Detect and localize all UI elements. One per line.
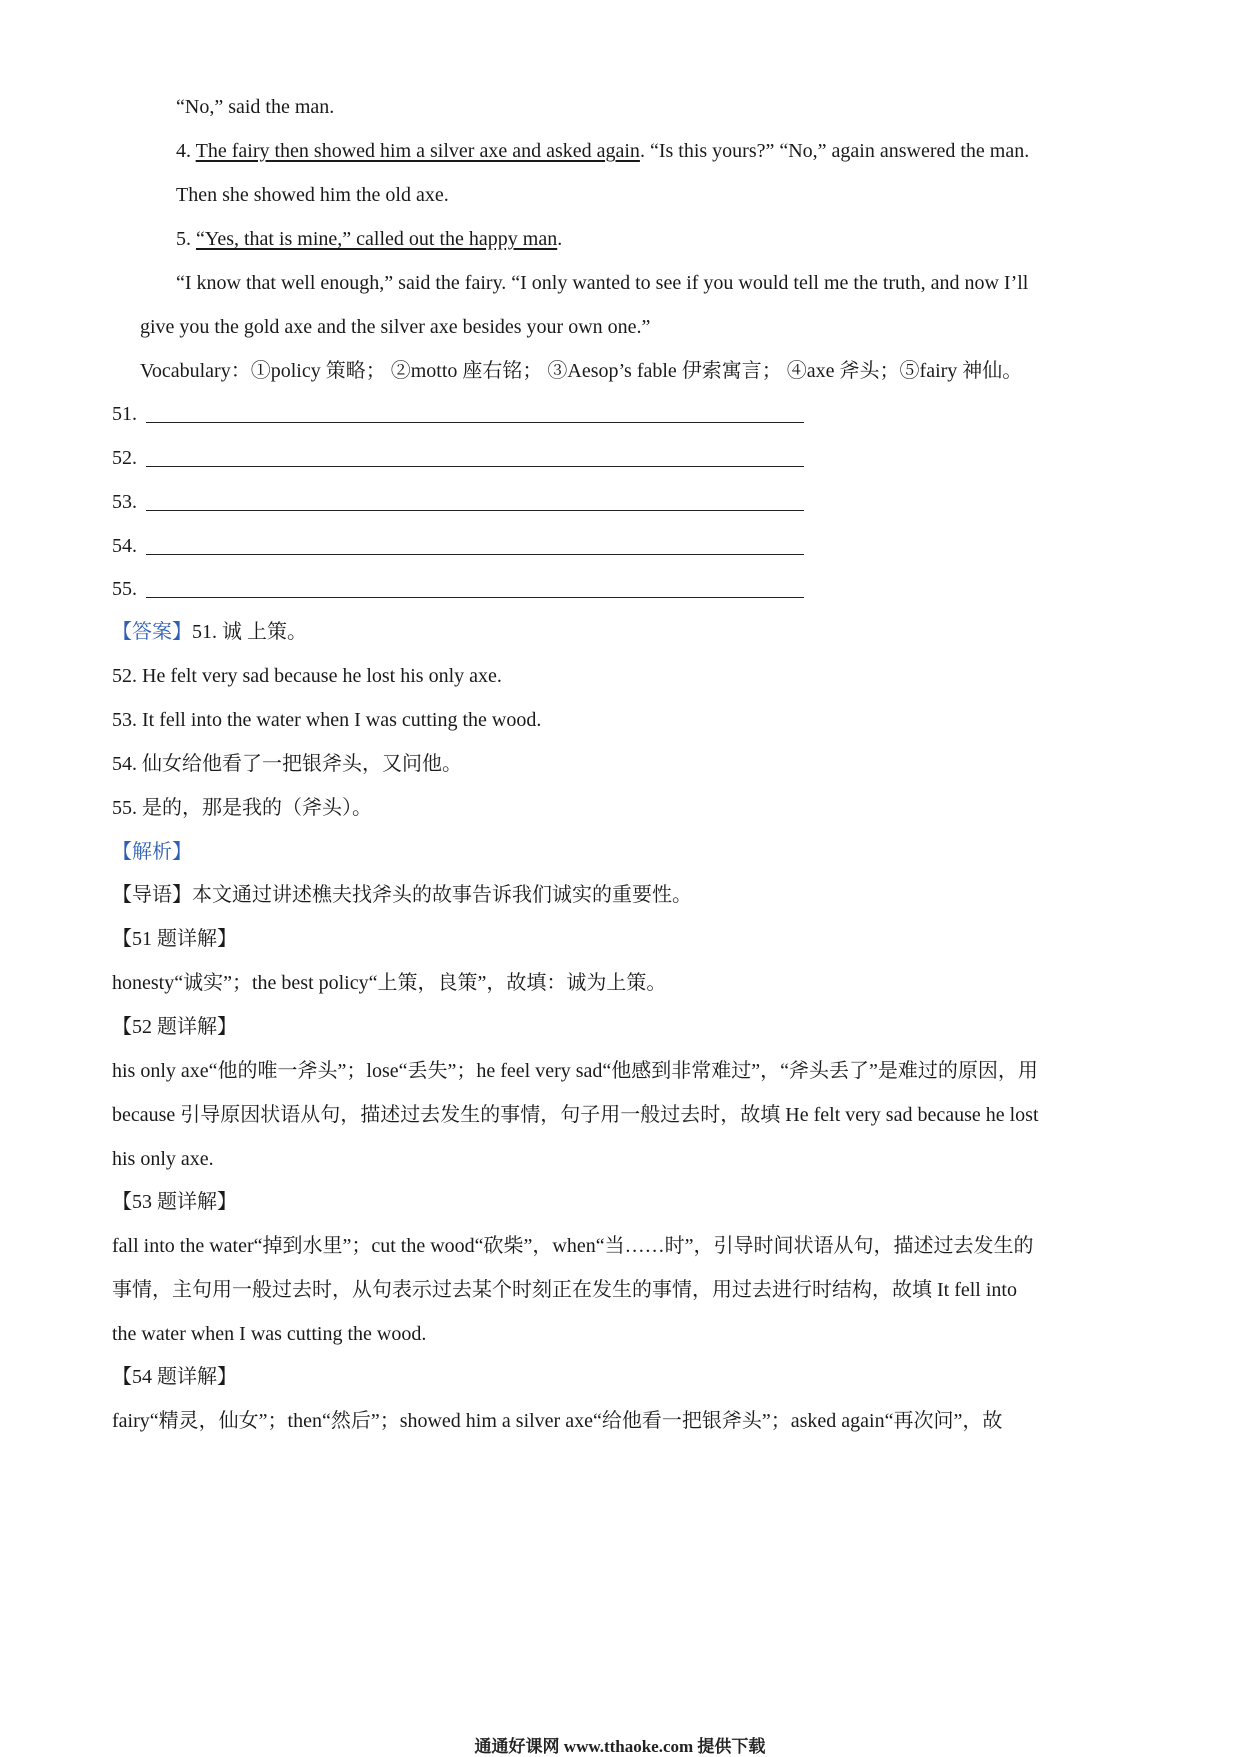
story-line: give you the gold axe and the silver axe besides your own one.” xyxy=(140,316,651,338)
answer-blank-line xyxy=(146,597,804,598)
detail-text-54: fairy“精灵，仙女”；then“然后”；showed him a silver axe“给他看一把银斧头”；asked again“再次问”，故 xyxy=(112,1410,1003,1432)
page-footer: 通通好课网 www.tthaoke.com 提供下载 xyxy=(474,1737,766,1756)
detail-heading-53: 【53 题详解】 xyxy=(112,1191,237,1213)
answer-line-51 xyxy=(112,619,307,645)
answer-blank-line xyxy=(146,554,804,555)
detail-text-53: fall into the water“掉到水里”；cut the wood“砍柴”，when“当……时”，引导时间状语从句，描述过去发生的 xyxy=(112,1235,1034,1257)
answer-blank-line xyxy=(146,422,804,423)
answer-line-54: 54. 仙女给他看了一把银斧头，又问他。 xyxy=(112,753,462,775)
story-line-5 xyxy=(176,226,562,252)
detail-text-53: 事情，主句用一般过去时，从句表示过去某个时刻正在发生的事情，用过去进行时结构，故填 It fell into xyxy=(112,1279,1017,1301)
story-line: Then she showed him the old axe. xyxy=(176,184,449,206)
sentence-rest: . xyxy=(557,228,563,250)
detail-text-51: honesty“诚实”；the best policy“上策，良策”，故填：诚为上策。 xyxy=(112,972,667,994)
analysis-tag: 【解析】 xyxy=(112,841,192,863)
detail-heading-51: 【51 题详解】 xyxy=(112,928,237,950)
answer-blank-line xyxy=(146,466,804,467)
blank-number: 54. xyxy=(112,535,137,557)
blank-number: 53. xyxy=(112,491,137,513)
answer-text: 51. 诚 上策。 xyxy=(192,621,307,643)
guide-line: 【导语】本文通过讲述樵夫找斧头的故事告诉我们诚实的重要性。 xyxy=(112,884,692,906)
underlined-sentence-5: “Yes, that is mine,” called out the happy man xyxy=(196,228,558,250)
detail-text-52: because 引导原因状语从句，描述过去发生的事情，句子用一般过去时，故填 He felt very sad because he lost xyxy=(112,1104,1039,1126)
answer-line-53: 53. It fell into the water when I was cutting the wood. xyxy=(112,709,542,731)
answer-tag: 【答案】 xyxy=(112,621,192,643)
story-line: “I know that well enough,” said the fairy. “I only wanted to see if you would tell me the truth, and now I’ll xyxy=(176,272,1029,294)
detail-heading-52: 【52 题详解】 xyxy=(112,1016,237,1038)
answer-line-55: 55. 是的，那是我的（斧头）。 xyxy=(112,797,372,819)
detail-text-52: his only axe“他的唯一斧头”；lose“丢失”；he feel very sad“他感到非常难过”，“斧头丢了”是难过的原因，用 xyxy=(112,1060,1038,1082)
story-line-4 xyxy=(176,138,1029,164)
sentence-rest: . “Is this yours?” “No,” again answered the man. xyxy=(639,140,1030,162)
sentence-number: 5. xyxy=(176,228,196,250)
underlined-sentence-4: The fairy then showed him a silver axe and asked again xyxy=(195,140,640,162)
story-line: “No,” said the man. xyxy=(176,96,335,118)
detail-heading-54: 【54 题详解】 xyxy=(112,1366,237,1388)
blank-number: 52. xyxy=(112,447,137,469)
answer-line-52: 52. He felt very sad because he lost his only axe. xyxy=(112,665,502,687)
detail-text-52: his only axe. xyxy=(112,1148,214,1170)
vocabulary-line: Vocabulary：①policy 策略； ②motto 座右铭； ③Aesop’s fable 伊索寓言； ④axe 斧头；⑤fairy 神仙。 xyxy=(140,360,1023,382)
detail-text-53: the water when I was cutting the wood. xyxy=(112,1323,427,1345)
sentence-number: 4. xyxy=(176,140,196,162)
blank-number: 55. xyxy=(112,578,137,600)
answer-blank-line xyxy=(146,510,804,511)
blank-number: 51. xyxy=(112,403,137,425)
